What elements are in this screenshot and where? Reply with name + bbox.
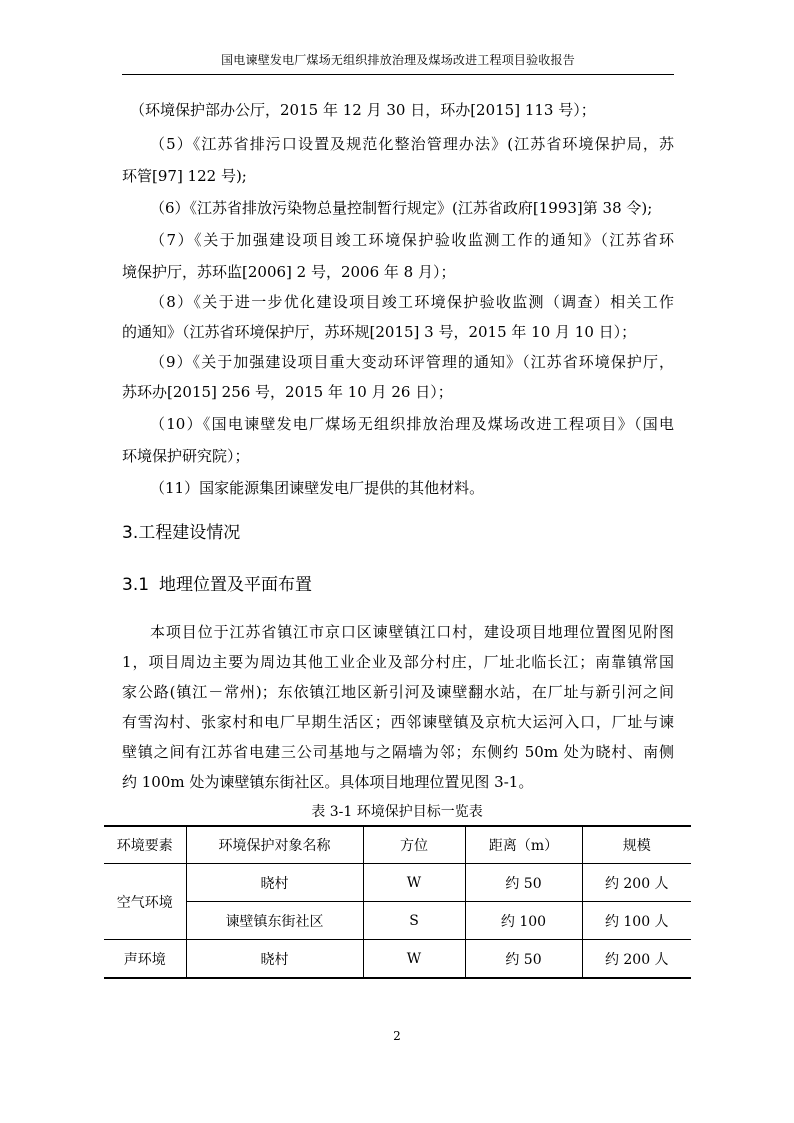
running-header: 国电谏壁发电厂煤场无组织排放治理及煤场改进工程项目验收报告 <box>221 53 575 67</box>
reference-item-10-line-1: （10）《国电谏壁发电厂煤场无组织排放治理及煤场改进工程项目》（国电 <box>150 415 674 433</box>
reference-item-6: （6）《江苏省排放污染物总量控制暂行规定》(江苏省政府[1993]第 38 令); <box>150 199 653 217</box>
reference-item-9-line-2: 苏环办[2015] 256 号，2015 年 10 月 26 日）； <box>122 383 453 401</box>
table-row <box>104 864 691 902</box>
header-cell-direction: 方位 <box>363 826 465 864</box>
reference-item-7-line-1: （7）《关于加强建设项目竣工环境保护验收监测工作的通知》（江苏省环 <box>150 231 674 249</box>
table-row <box>104 902 691 940</box>
table-header-row <box>104 826 691 864</box>
cell-distance: 约 50 <box>465 864 582 902</box>
header-rule <box>122 74 674 75</box>
subsection-heading <box>122 573 312 597</box>
cell-direction: W <box>363 864 465 902</box>
cell-target-name: 谏壁镇东街社区 <box>186 902 363 940</box>
paragraph-line-1: 本项目位于江苏省镇江市京口区谏壁镇江口村，建设项目地理位置图见附图 <box>150 623 674 641</box>
reference-item-8-line-1: （8）《关于进一步优化建设项目竣工环境保护验收监测（调查）相关工作 <box>150 293 674 311</box>
paragraph-line-5: 壁镇之间有江苏省电建三公司基地与之隔墙为邻；东侧约 50m 处为晓村、南侧 <box>122 743 674 761</box>
cell-direction: S <box>363 902 465 940</box>
paragraph-line-2: 1，项目周边主要为周边其他工业企业及部分村庄，厂址北临长江；南靠镇常国 <box>122 653 674 671</box>
cell-distance: 约 100 <box>465 902 582 940</box>
reference-item-10-line-2: 环境保护研究院）； <box>122 447 250 465</box>
cell-element: 声环境 <box>104 940 186 979</box>
cell-element: 空气环境 <box>104 864 186 940</box>
section-heading: 3.工程建设情况 <box>122 523 241 543</box>
header-cell-scale: 规模 <box>582 826 691 864</box>
paragraph-line-4: 有雪沟村、张家村和电厂早期生活区；西邻谏壁镇及京杭大运河入口，厂址与谏 <box>122 713 674 731</box>
cell-distance: 约 50 <box>465 940 582 979</box>
reference-item-5-line-2: 环管[97] 122 号); <box>122 167 247 185</box>
header-cell-distance: 距离（m） <box>465 826 582 864</box>
cell-target-name: 晓村 <box>186 864 363 902</box>
subsection-title: 地理位置及平面布置 <box>159 575 313 595</box>
reference-item-8-line-2: 的通知》（江苏省环境保护厅，苏环规[2015] 3 号，2015 年 10 月 10 日）； <box>122 323 637 341</box>
header-cell-element: 环境要素 <box>104 826 186 864</box>
reference-item-7-line-2: 境保护厅，苏环监[2006] 2 号，2006 年 8 月）； <box>122 263 456 281</box>
table-caption: 表 3-1 环境保护目标一览表 <box>311 804 483 820</box>
header-cell-target-name: 环境保护对象名称 <box>186 826 363 864</box>
reference-item-9-line-1: （9）《关于加强建设项目重大变动环评管理的通知》（江苏省环境保护厅， <box>150 353 674 371</box>
paragraph-line-3: 家公路(镇江－常州)；东依镇江地区新引河及谏壁翻水站，在厂址与新引河之间 <box>122 683 674 701</box>
cell-scale: 约 200 人 <box>582 864 691 902</box>
table-row <box>104 940 691 979</box>
paragraph-line-6: 约 100m 处为谏壁镇东街社区。具体项目地理位置见图 3-1。 <box>122 773 534 791</box>
cell-direction: W <box>363 940 465 979</box>
reference-item-11: （11）国家能源集团谏壁发电厂提供的其他材料。 <box>150 479 485 497</box>
reference-item-5-line-1: （5）《江苏省排污口设置及规范化整治管理办法》(江苏省环境保护局，苏 <box>150 135 674 153</box>
cell-scale: 约 100 人 <box>582 902 691 940</box>
reference-item-continuation: （环境保护部办公厅，2015 年 12 月 30 日，环办[2015] 113 号）； <box>130 101 596 119</box>
environmental-targets-table <box>104 825 691 979</box>
subsection-number: 3.1 <box>122 575 150 595</box>
page-number: 2 <box>393 1029 401 1043</box>
cell-scale: 约 200 人 <box>582 940 691 979</box>
cell-target-name: 晓村 <box>186 940 363 979</box>
